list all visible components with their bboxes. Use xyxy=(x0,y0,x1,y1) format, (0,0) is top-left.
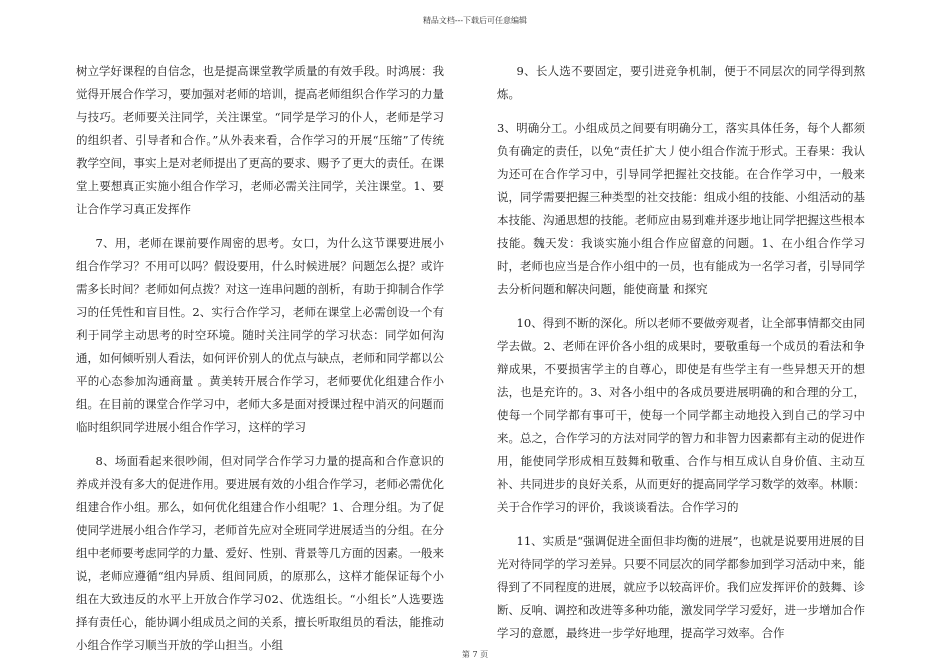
paragraph: 9、长人选不要固定，要引进竞争机制，便于不同层次的同学得到熬炼。 xyxy=(497,64,865,101)
left-column xyxy=(76,60,444,668)
page-number: 第 7 页 xyxy=(461,650,489,659)
right-column xyxy=(497,60,865,656)
paragraph: 树立学好课程的自信念，也是提高课堂教学质量的有效手段。时鸿展：我觉得开展合作学习，要加强对老师的培训，提高老师组织合作学习的力量与技巧。老师要关注同学，关注课堂。“同学是学习的仆人，老师是学习的组织者、引导者和合作。”从外表来看，合作学习的开展“压缩”了传统教学空间，事实上是对老师提出了更高的要求、赐予了更大的责任。在课堂上要想真正实施小组合作学习，老师必需关注同学，关注课堂。1、要让合作学习真正发挥作 xyxy=(76,64,444,216)
paragraph: 3、明确分工。小组成员之间要有明确分工，落实具体任务，每个人都须负有确定的责任，以免“责任扩大丿使小组合作流于形式。王春果：我认为还可在合作学习中，引导同学把握社交技能。在合作学习中，一般来说，同学需要把握三种类型的社交技能：组成小组的技能、小组活动的基本技能、沟通思想的技能。老师应由易到难并逐步地让同学把握这些根本技能。魏天发：我谈实施小组合作应留意的问题。1、在小组合作学习时，老师也应当是合作小组中的一员，也有能成为一名学习者，引导同学去分析问题和解决问题，能使商量 和探究 xyxy=(497,121,865,296)
paragraph: 11、实质是“强调促进全面但非均衡的进展”，也就是说要用进展的目光对待同学的学习差异。只要不同层次的同学都参加到学习活动中来，能得到了不同程度的进展，就应予以较高评价。我们应发挥评价的鼓舞、诊断、反响、调控和改进等多种功能，激发同学学习爱好，进一步增加合作学习的意愿，最终进一步学好地理，提高学习效率。合作 xyxy=(497,534,865,640)
paragraph: 8、场面看起来很吵闹，但对同学合作学习力量的提高和合作意识的养成并没有多大的促进作用。要进展有效的小组合作学习，老师必需优化组建合作小组。那么，如何优化组建合作小组呢？1、合理分组。为了促使同学进展小组合作学习，老师首先应对全班同学进展适当的分组。在分组中老师要考虑同学的力量、爱好、性别、背景等几方面的因素。一般来说，老师应遵循“组内异质、组间同质，的原那么，这样才能保证每个小组在大致违反的水平上开放合作学习02、优选组长。“小组长”人选要选择有责任心，能协调小组成员之间的关系，擅长听取组员的看法，能推动小组合作学习顺当开放的学山担当。小组 xyxy=(76,454,444,652)
paragraph: 10、得到不断的深化。所以老师不要做旁观者，让全部事情都交由同学去做。2、老师在评价各小组的成果时，要敬重每一个成员的看法和争辩成果，不要损害学主的自尊心，即使是有些学主有一些异想天开的想法，也是充许的。3、对各小组中的各成员要进展明确的和合理的分工，使每一个同学都有事可干，使每一个同学都主动地投入到自己的学习中来。总之，合作学习的方法对同学的智力和非智力因素都有主动的促进作用，能使同学形成相互鼓舞和敬重、合作与相互成认自身价值、主动互补、共同进步的良好关系，从而更好的提高同学学习数学的效率。林顺：关于合作学习的评价，我谈谈看法。合作学习的 xyxy=(497,316,865,514)
page-header: 精品文档---下载后可任意编辑 xyxy=(422,16,528,25)
paragraph: 7、用，老师在课前要作周密的思考。女口，为什么这节课要进展小组合作学习？不用可以吗？假设要用，什么时候进展？问题怎么提？或许需多长时间？老师如何点拨？对这一连串问题的剖析，有助于抑制合作学习的任凭性和盲目性。2、实行合作学习，老师在课堂上必需创设一个有利于同学主动思考的时空环境。随时关注同学的学习状态：同学如何沟通，如何倾听别人看法，如何评价别人的优点与缺点，老师和同学都以公平的心态参加沟通商量 。黄美转开展合作学习，老师要优化组建合作小组。在目前的课堂合作学习中，老师大多是面对授课过程中消灭的问题而临时组织同学进展小组合作学习，这样的学习 xyxy=(76,236,444,434)
